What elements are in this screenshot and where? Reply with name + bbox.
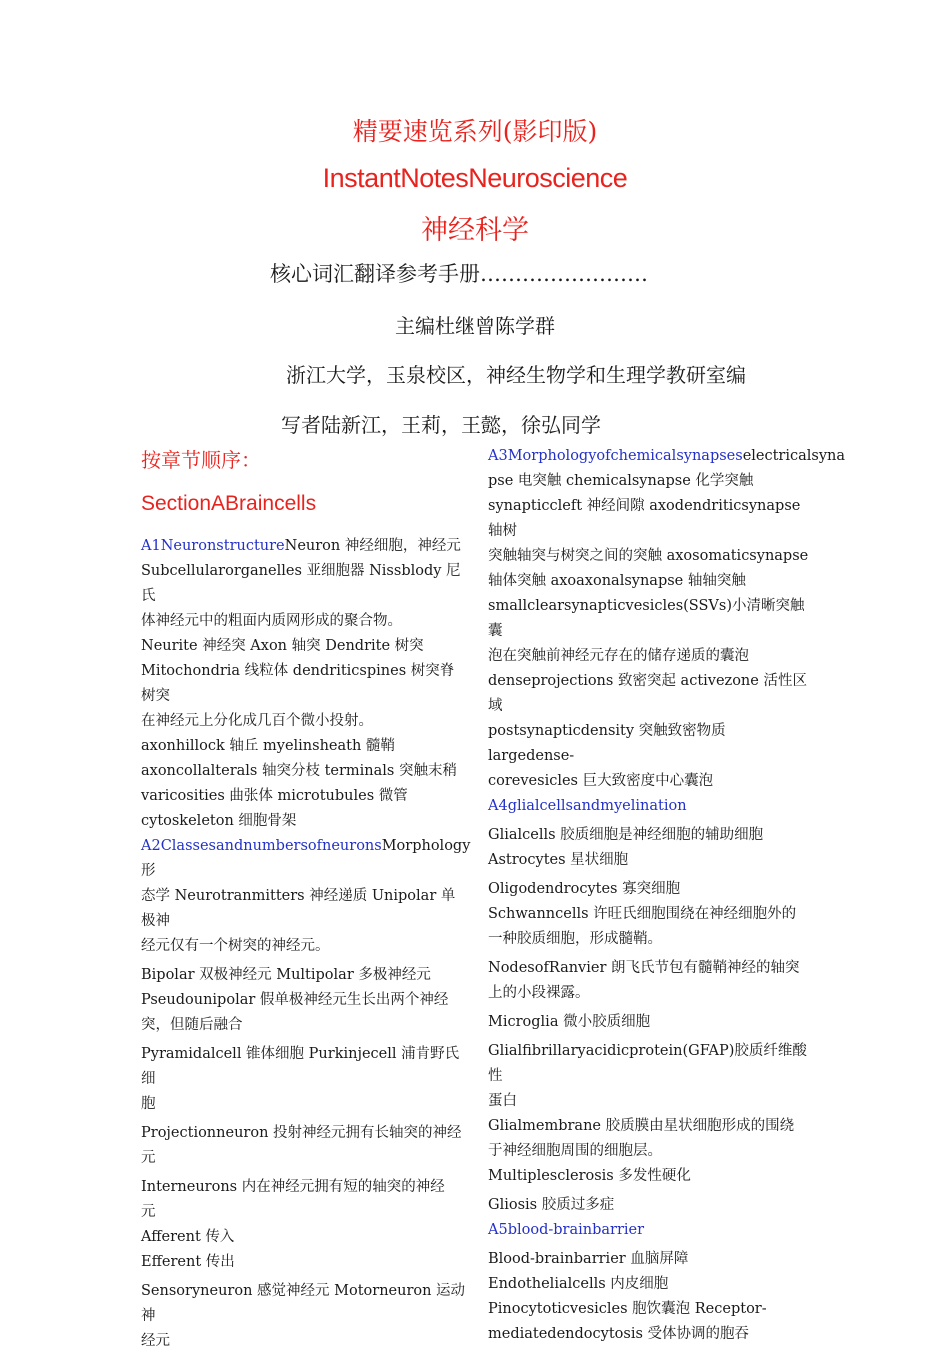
text-line <box>141 1279 466 1329</box>
text-line <box>141 1200 466 1225</box>
text-line <box>488 494 813 544</box>
line-text: axoncollalterals 轴突分枝 terminals 突触末稍 <box>141 763 457 779</box>
line-text: Sensoryneuron 感觉神经元 Motorneuron 运动神 <box>141 1283 466 1324</box>
text-line <box>141 784 466 809</box>
line-text: 上的小段裸露。 <box>488 985 590 1001</box>
text-line <box>141 988 466 1013</box>
text-line <box>488 444 846 469</box>
text-line <box>488 544 813 569</box>
line-text: NodesofRanvier 朗飞氏节包有髓鞘神经的轴突 <box>488 960 800 976</box>
left-column <box>141 534 471 1354</box>
text-line <box>141 1092 466 1117</box>
text-line <box>141 1225 466 1250</box>
line-text: postsynapticdensity 突触致密物质 largedense- <box>488 723 726 764</box>
line-text: Glialcells 胶质细胞是神经细胞的辅助细胞 <box>488 827 764 843</box>
text-line <box>141 834 471 884</box>
line-text: varicosities 曲张体 microtubules 微管 <box>141 788 408 804</box>
line-text: Projectionneuron 投射神经元拥有长轴突的神经 <box>141 1125 462 1141</box>
line-text: corevesicles 巨大致密度中心囊泡 <box>488 773 714 789</box>
text-line <box>488 877 813 902</box>
text-line <box>488 669 813 719</box>
text-line <box>488 1322 813 1347</box>
text-line <box>141 559 466 609</box>
text-line <box>488 1114 813 1139</box>
chinese-title: 神经科学 <box>421 215 529 246</box>
text-line <box>141 759 466 784</box>
text-line <box>488 902 813 927</box>
text-line <box>141 1042 466 1092</box>
chapter-order-label: 按章节顺序： <box>141 448 261 472</box>
line-text: Endothelialcells 内皮细胞 <box>488 1276 669 1292</box>
line-text: Interneurons 内在神经元拥有短的轴突的神经 <box>141 1179 445 1195</box>
line-text: 突，但随后融合 <box>141 1017 243 1033</box>
writers: 写者陆新江，王莉，王懿，徐弘同学 <box>281 413 601 437</box>
line-text: 泡在突触前神经元存在的储存递质的囊泡 <box>488 648 749 664</box>
line-text: Neuron 神经细胞，神经元 <box>284 538 461 554</box>
line-text: electricalsyna <box>742 448 846 464</box>
right-column <box>488 444 846 1347</box>
text-line <box>488 594 813 644</box>
text-line <box>141 734 466 759</box>
subsection-heading: A5blood-brainbarrier <box>488 1222 645 1238</box>
text-line <box>141 659 466 709</box>
line-text: 蛋白 <box>488 1093 517 1109</box>
text-line <box>488 1164 813 1189</box>
text-line <box>488 956 813 981</box>
line-text: 一种胶质细胞，形成髓鞘。 <box>488 931 662 947</box>
text-line <box>141 1013 466 1038</box>
line-text: smallclearsynapticvesicles(SSVs)小清晰突触囊 <box>488 598 805 639</box>
line-text: 轴体突触 axoaxonalsynapse 轴轴突触 <box>488 573 746 589</box>
line-text: Neurite 神经突 Axon 轴突 Dendrite 树突 <box>141 638 424 654</box>
line-text: Pseudounipolar 假单极神经元生长出两个神经 <box>141 992 449 1008</box>
line-text: Glialmembrane 胶质膜由星状细胞形成的围绕 <box>488 1118 795 1134</box>
text-line <box>488 1039 813 1089</box>
section-a-title: SectionABraincells <box>141 492 317 515</box>
line-text: Morphology 形 <box>141 838 471 879</box>
text-line <box>141 534 466 559</box>
line-text: cytoskeleton 细胞骨架 <box>141 813 297 829</box>
subsection-heading: A4glialcellsandmyelination <box>488 798 687 814</box>
line-text: Schwanncells 许旺氏细胞围绕在神经细胞外的 <box>488 906 797 922</box>
english-title: InstantNotesNeuroscience <box>322 163 628 193</box>
text-line <box>488 927 813 952</box>
line-text: 元 <box>141 1204 156 1220</box>
subtitle: 核心词汇翻译参考手册…………………… <box>270 262 648 286</box>
text-line <box>141 609 466 634</box>
line-text: Bipolar 双极神经元 Multipolar 多极神经元 <box>141 967 431 983</box>
text-line <box>488 981 813 1006</box>
text-line <box>488 1218 813 1243</box>
text-line <box>488 1272 813 1297</box>
line-text: denseprojections 致密突起 activezone 活性区域 <box>488 673 807 714</box>
line-text: mediatedendocytosis 受体协调的胞吞 <box>488 1326 750 1342</box>
text-line <box>488 1010 813 1035</box>
text-line <box>488 469 813 494</box>
line-text: Pyramidalcell 锥体细胞 Purkinjecell 浦肯野氏细 <box>141 1046 460 1087</box>
text-line <box>488 794 813 819</box>
text-line <box>141 1250 466 1275</box>
text-line <box>141 1121 466 1146</box>
text-line <box>488 1297 813 1322</box>
subsection-heading: A2Classesandnumbersofneurons <box>141 838 382 854</box>
text-line <box>488 1089 813 1114</box>
line-text: Microglia 微小胶质细胞 <box>488 1014 651 1030</box>
line-text: Glialfibrillaryacidicprotein(GFAP)胶质纤维酸性 <box>488 1043 807 1084</box>
text-line <box>488 644 813 669</box>
line-text: Blood-brainbarrier 血脑屏障 <box>488 1251 689 1267</box>
line-text: Oligodendrocytes 寡突细胞 <box>488 881 681 897</box>
text-line <box>141 934 466 959</box>
text-line <box>141 709 466 734</box>
text-line <box>488 1139 813 1164</box>
line-text: 经元仅有一个树突的神经元。 <box>141 938 330 954</box>
text-line <box>488 823 813 848</box>
text-line <box>141 963 466 988</box>
text-line <box>141 884 466 934</box>
subsection-heading: A1Neuronstructure <box>141 538 285 554</box>
line-text: 经元 <box>141 1333 170 1349</box>
line-text: synapticcleft 神经间隙 axodendriticsynapse 轴树 <box>488 498 801 539</box>
line-text: 胞 <box>141 1096 156 1112</box>
line-text: Multiplesclerosis 多发性硬化 <box>488 1168 691 1184</box>
line-text: Efferent 传出 <box>141 1254 235 1270</box>
series-title: 精要速览系列(影印版) <box>352 117 598 146</box>
line-text: Astrocytes 星状细胞 <box>488 852 629 868</box>
text-line <box>488 1247 813 1272</box>
line-text: 元 <box>141 1150 156 1166</box>
text-line <box>141 634 466 659</box>
text-line <box>141 1175 466 1200</box>
text-line <box>488 848 813 873</box>
editors: 主编杜继曾陈学群 <box>395 314 555 338</box>
text-line <box>488 769 813 794</box>
text-line <box>141 1146 466 1171</box>
line-text: 突触轴突与树突之间的突触 axosomaticsynapse <box>488 548 809 564</box>
line-text: 在神经元上分化成几百个微小投射。 <box>141 713 373 729</box>
line-text: 体神经元中的粗面内质网形成的聚合物。 <box>141 613 402 629</box>
institution: 浙江大学，玉泉校区，神经生物学和生理学教研室编 <box>286 363 746 387</box>
text-line <box>488 569 813 594</box>
line-text: Afferent 传入 <box>141 1229 235 1245</box>
line-text: Mitochondria 线粒体 dendriticspines 树突脊树突 <box>141 663 455 704</box>
text-line <box>141 809 466 834</box>
text-line <box>488 719 813 769</box>
text-line <box>141 1329 466 1354</box>
line-text: 于神经细胞周围的细胞层。 <box>488 1143 662 1159</box>
text-line <box>488 1193 813 1218</box>
line-text: Pinocytoticvesicles 胞饮囊泡 Receptor- <box>488 1301 767 1317</box>
line-text: 态学 Neurotranmitters 神经递质 Unipolar 单极神 <box>141 888 456 929</box>
subsection-heading: A3Morphologyofchemicalsynapses <box>488 448 743 464</box>
line-text: pse 电突触 chemicalsynapse 化学突触 <box>488 473 754 489</box>
line-text: Subcellularorganelles 亚细胞器 Nissblody 尼氏 <box>141 563 461 604</box>
line-text: Gliosis 胶质过多症 <box>488 1197 615 1213</box>
line-text: axonhillock 轴丘 myelinsheath 髓鞘 <box>141 738 395 754</box>
